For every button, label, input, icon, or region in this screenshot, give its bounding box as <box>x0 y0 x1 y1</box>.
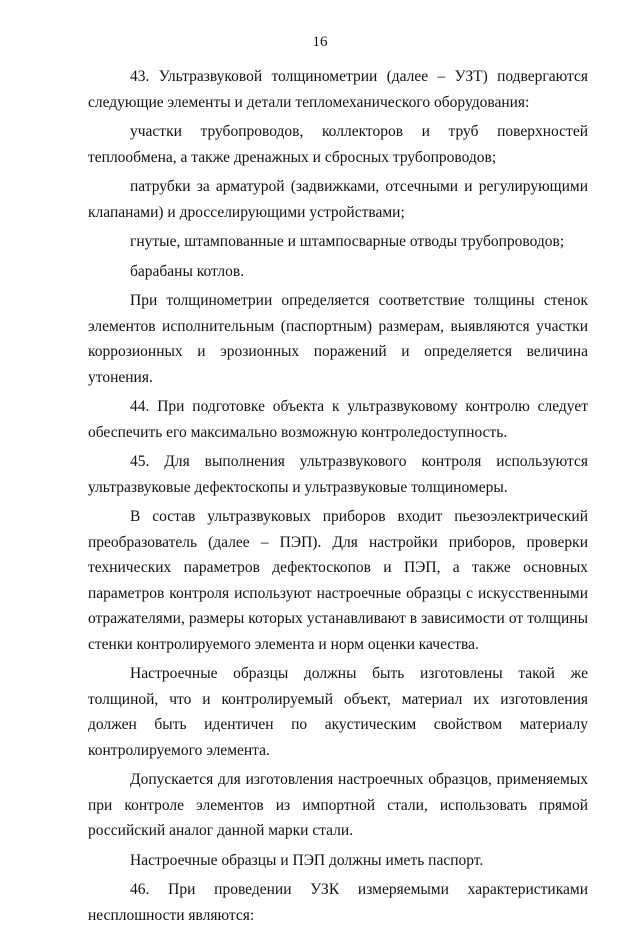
paragraph-import-steel: Допускается для изготовления настроечных образцов, применяемых при контроле элементов из импортной стали, использовать прямой российский аналог данной марки стали. <box>88 771 588 839</box>
paragraph-instruments: В состав ультразвуковых приборов входит пьезоэлектрический преобразователь (далее – ПЭП). Для настройки приборов, проверки технических параметров дефектоскопов и ПЭП, а также основных параметров контроля используют настроечные образцы с искусственными отражателями, размеры которых устанавливают в зависимости от толщины стенки контролируемого элемента и норм оценки качества. <box>88 508 588 653</box>
paragraph-45: 45. Для выполнения ультразвукового контроля используются ультразвуковые дефектоскопы и ультразвуковые толщиномеры. <box>88 453 588 496</box>
paragraph-passport: Настроечные образцы и ПЭП должны иметь паспорт. <box>130 851 484 869</box>
paragraph-samples-thickness: Настроечные образцы должны быть изготовлены такой же толщиной, что и контролируемый объект, материал их изготовления должен быть идентичен по акустическим свойством материалу контролируемого элемента. <box>88 665 588 759</box>
paragraph-nozzles: патрубки за арматурой (задвижками, отсечными и регулирующими клапанами) и дросселирующими устройствами; <box>88 178 588 221</box>
paragraph-44: 44. При подготовке объекта к ультразвуковому контролю следует обеспечить его максимально возможную контроледоступность. <box>88 398 588 441</box>
paragraph-thickness: При толщинометрии определяется соответствие толщины стенок элементов исполнительным (паспортным) размерам, выявляются участки коррозионных и эрозионных поражений и определяется величина утонения. <box>88 292 588 386</box>
document-body <box>88 64 588 928</box>
paragraph-bends: гнутые, штампованные и штампосварные отводы трубопроводов; <box>130 233 565 250</box>
paragraph-drums: барабаны котлов. <box>130 262 245 280</box>
paragraph-pipelines: участки трубопроводов, коллекторов и труб поверхностей теплообмена, а также дренажных и сбросных трубопроводов; <box>88 123 588 166</box>
paragraph-46: 46. При проведении УЗК измеряемыми характеристиками несплошности являются: <box>88 881 588 924</box>
page-number: 16 <box>312 34 328 50</box>
paragraph-43: 43. Ультразвуковой толщинометрии (далее – УЗТ) подвергаются следующие элементы и детали тепломеханического оборудования: <box>88 68 588 111</box>
